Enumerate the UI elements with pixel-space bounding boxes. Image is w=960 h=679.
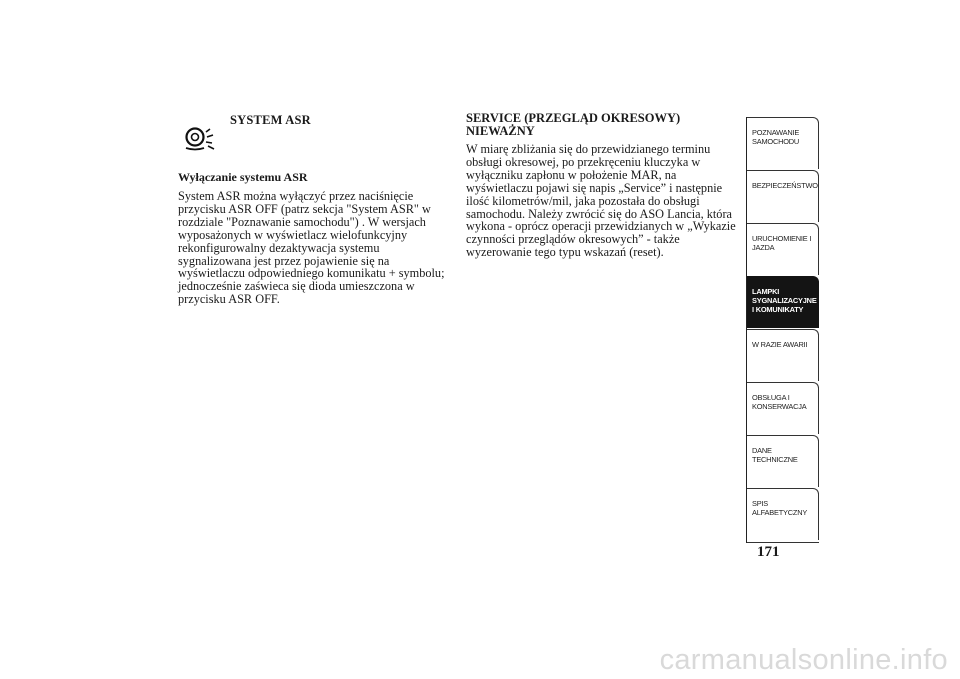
asr-header	[178, 110, 453, 170]
section-title: SYSTEM ASR	[230, 113, 311, 127]
tab-lampki-sygnalizacyjne[interactable]: LAMPKI SYGNALIZACYJNE I KOMUNIKATY	[747, 276, 819, 328]
tabs-divider	[747, 542, 819, 543]
subheading: Wyłączanie systemu ASR	[178, 170, 308, 184]
tab-poznawanie-samochodu[interactable]: POZNAWANIE SAMOCHODU	[747, 117, 819, 169]
left-column	[178, 110, 453, 306]
body-paragraph-right: W miarę zbliżania się do przewidzianego terminu obsługi okresowej, po przekręceniu kluczyka w wyłączniku zapłonu w położenie MAR, na wyświetlaczu pojawi się napis „Service” i następnie ilość kilometrów/mil, jaka pozostała do obsługi samochodu. Należy zwrócić się do ASO Lancia, która wykona - oprócz operacji przewidzianych w „Wykazie czynności przeglądów okresowych” - także wyzerowanie tego typu wskazań (reset).	[466, 142, 736, 260]
tab-uruchomienie-i-jazda[interactable]: URUCHOMIENIE I JAZDA	[747, 223, 819, 275]
watermark: carmanualsonline.info	[659, 644, 948, 676]
tab-spis-alfabetyczny[interactable]: SPIS ALFABETYCZNY	[747, 488, 819, 540]
section-heading: SERVICE (PRZEGLĄD OKRESOWY) NIEWAŻNY	[466, 111, 681, 138]
tab-obsluga-i-konserwacja[interactable]: OBSŁUGA I KONSERWACJA	[747, 382, 819, 434]
body-paragraph-left: System ASR można wyłączyć przez naciśnięcie przycisku ASR OFF (patrz sekcja "System ASR" w rozdziale "Poznawanie samochodu") . W wersjach wyposażonych w wyświetlacz wielofunkcyjny rekonfigurowalny dezaktywacja systemu sygnalizowana jest przez pojawienie się na wyświetlaczu odpowiedniego komunikatu + symbolu; jednocześnie zaświeca się dioda umieszczona w przycisku ASR OFF.	[178, 189, 445, 307]
chapter-tabs	[746, 117, 819, 543]
asr-warning-icon	[184, 124, 218, 152]
tab-dane-techniczne[interactable]: DANE TECHNICZNE	[747, 435, 819, 487]
page-number: 171	[757, 544, 780, 560]
right-column	[466, 112, 744, 259]
tab-bezpieczenstwo[interactable]: BEZPIECZEŃSTWO	[747, 170, 819, 222]
tab-w-razie-awarii[interactable]: W RAZIE AWARII	[747, 329, 819, 381]
